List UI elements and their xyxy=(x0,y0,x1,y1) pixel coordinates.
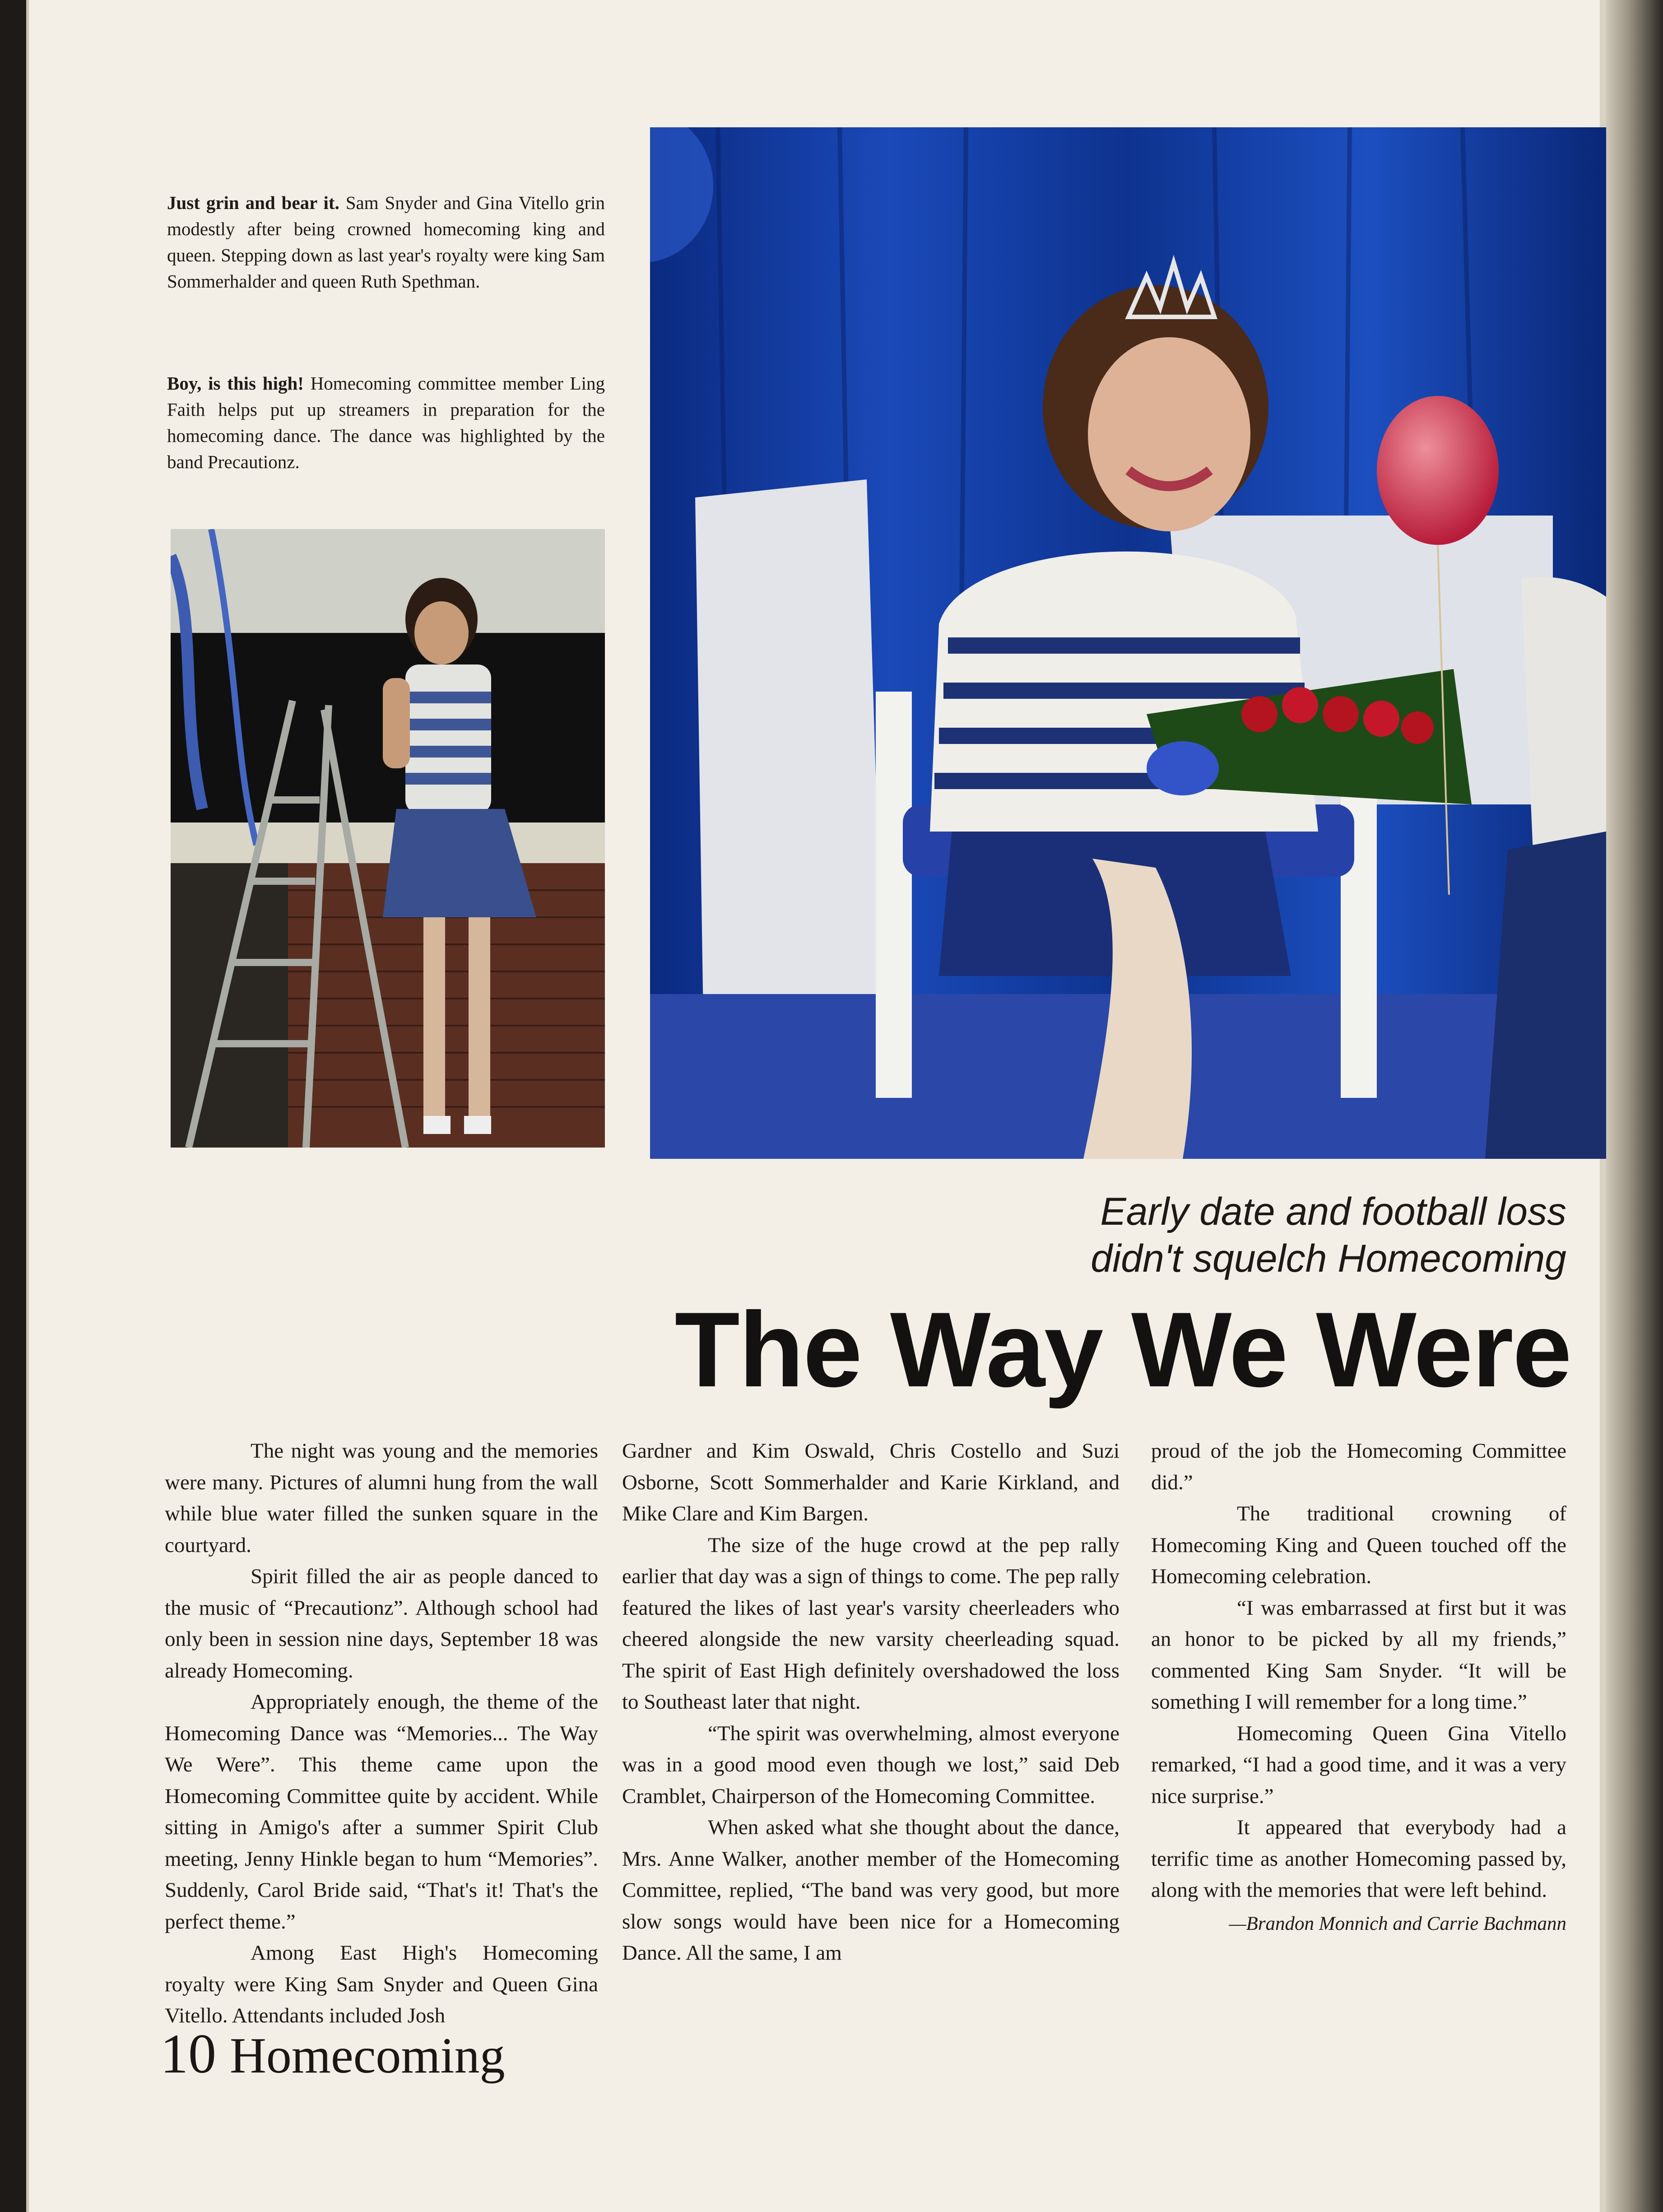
paragraph: The traditional crowning of Homecoming King and Queen touched off the Homecoming celebration. xyxy=(1151,1502,1566,1588)
section-name: Homecoming xyxy=(230,2028,505,2084)
photo-ladder-streamers xyxy=(171,529,605,1148)
book-page-edge xyxy=(1606,0,1663,2212)
paragraph: The size of the huge crowd at the pep rally earlier that day was a sign of things to come. The pep rally featured the likes of last year's varsity cheerleaders who cheered alongside the new varsity cheerleading squad. The spirit of East High definitely overshadowed the loss to Southeast later that night. xyxy=(622,1533,1120,1714)
caption-text: Homecoming committee member Ling Faith helps put up streamers in preparation for the homecoming dance. The dance was highlighted by the band Precautionz. xyxy=(167,373,605,472)
article-column-3 xyxy=(1151,1436,1566,1939)
photo-caption-royalty xyxy=(167,190,605,294)
paragraph: Spirit filled the air as people danced to the music of “Precautionz”. Although school had only been in session nine days, September 18 was already Homecoming. xyxy=(165,1565,598,1682)
subheadline-line-1: Early date and football loss xyxy=(1100,1190,1566,1233)
article-column-1 xyxy=(165,1436,598,2032)
paragraph: Homecoming Queen Gina Vitello remarked, “I had a good time, and it was a very nice surprise.” xyxy=(1151,1721,1566,1808)
paragraph: “I was embarrassed at first but it was an honor to be picked by all my friends,” commented King Sam Snyder. “It will be something I will remember for a long time.” xyxy=(1151,1596,1566,1714)
caption-lead: Boy, is this high! xyxy=(167,373,304,394)
article-column-2 xyxy=(622,1436,1120,1969)
paragraph: When asked what she thought about the dance, Mrs. Anne Walker, another member of the Homecoming Committee, replied, “The band was very good, but more slow songs would have been nice for a Homecoming Dance. All the same, I am xyxy=(622,1816,1120,1965)
article-byline: —Brandon Monnich and Carrie Bachmann xyxy=(1229,1913,1566,1934)
paragraph: The night was young and the memories were many. Pictures of alumni hung from the wall while blue water filled the sunken square in the courtyard. xyxy=(165,1439,598,1557)
paragraph: Gardner and Kim Oswald, Chris Costello and Suzi Osborne, Scott Sommerhalder and Karie Kirkland, and Mike Clare and Kim Bargen. xyxy=(622,1439,1120,1525)
paragraph: “The spirit was overwhelming, almost everyone was in a good mood even though we lost,” said Deb Cramblet, Chairperson of the Homecoming Committee. xyxy=(622,1721,1120,1808)
book-binding-edge xyxy=(26,0,29,2212)
subheadline-line-2: didn't squelch Homecoming xyxy=(1091,1237,1566,1280)
photo-homecoming-queen xyxy=(650,127,1606,1159)
paragraph: Appropriately enough, the theme of the Homecoming Dance was “Memories... The Way We Were”. This theme came upon the Homecoming Committee quite by accident. While sitting in Amigo's after a summer Spirit Club meeting, Jenny Hinkle began to hum “Memories”. Suddenly, Carol Bride said, “That's it! That's the perfect theme.” xyxy=(165,1690,598,1933)
caption-lead: Just grin and bear it. xyxy=(167,192,339,213)
queen-photo-illustration xyxy=(650,127,1606,1159)
ladder-photo-illustration xyxy=(171,529,605,1148)
paragraph: Among East High's Homecoming royalty were King Sam Snyder and Queen Gina Vitello. Attendants included Josh xyxy=(165,1941,598,2027)
paragraph: It appeared that everybody had a terrific time as another Homecoming passed by, along with the memories that were left behind. xyxy=(1151,1816,1566,1902)
page-folio xyxy=(160,2023,505,2085)
caption-text: Sam Snyder and Gina Vitello grin modestly after being crowned homecoming king and queen. Stepping down as last year's royalty were king Sam Sommerhalder and queen Ruth Spethman. xyxy=(167,192,605,292)
article-title: The Way We Were xyxy=(674,1290,1571,1409)
paragraph: proud of the job the Homecoming Committee did.” xyxy=(1151,1439,1566,1494)
photo-caption-streamers xyxy=(167,370,605,475)
page-number: 10 xyxy=(160,2023,216,2085)
